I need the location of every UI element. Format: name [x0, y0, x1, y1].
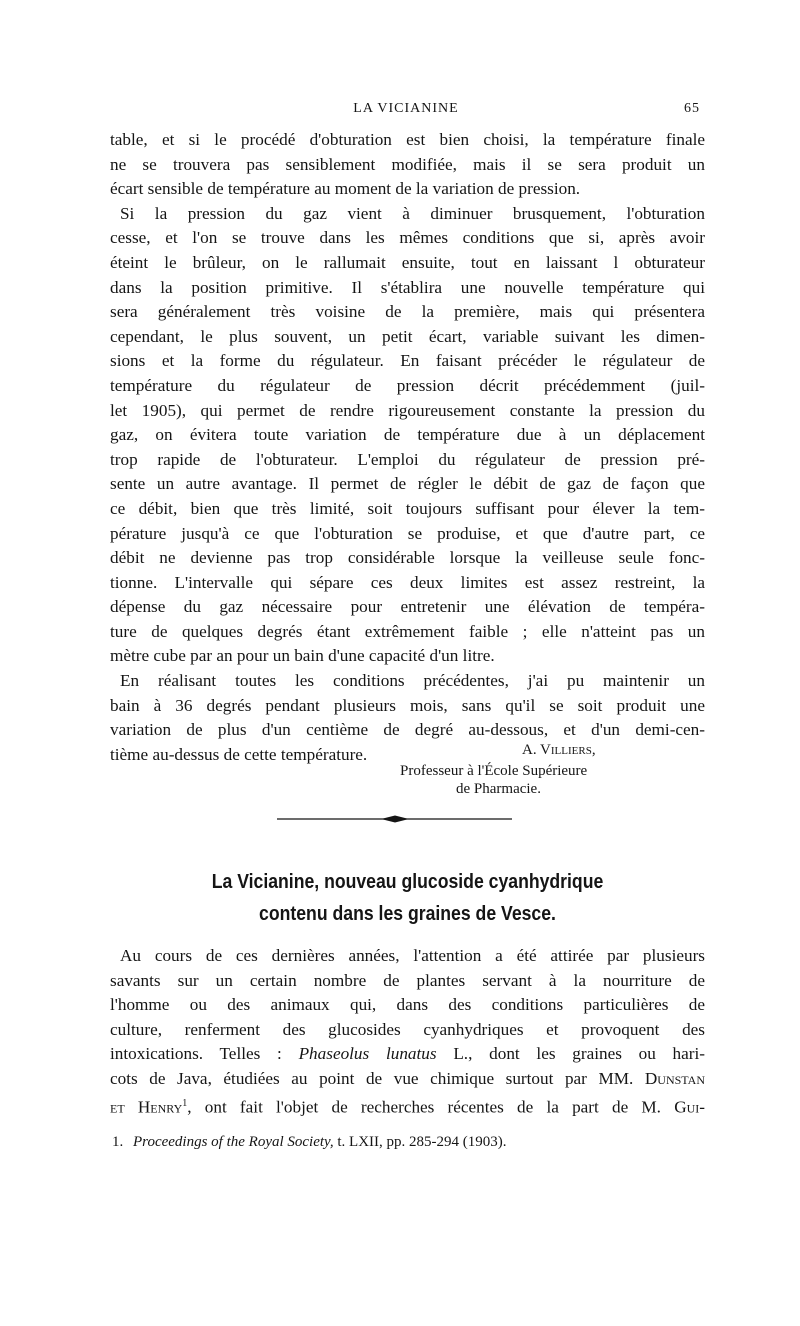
text-line: tionne. L'intervalle qui sépare ces deux limites est assez restreint, la	[110, 572, 705, 592]
footnote-marker: 1	[182, 1097, 188, 1109]
article-title	[152, 866, 664, 930]
text-line: table, et si le procédé d'obturation est bien choisi, la température finale	[110, 130, 705, 149]
text-line: Si la pression du gaz vient à diminuer brusquement, l'obturation	[120, 203, 705, 223]
text-segment: cots de Java, étudiées au point de vue chimique surtout par MM.	[110, 1068, 645, 1088]
running-title: LA VICIANINE	[353, 101, 459, 116]
text-line: sera généralement très voisine de la première, mais qui présentera	[110, 302, 705, 322]
text-line: l'homme ou des animaux qui, dans des conditions particulières de	[110, 995, 705, 1015]
text-line: ture de quelques degrés étant extrêmement faible ; elle n'atteint pas un	[110, 621, 705, 641]
text-line: mètre cube par an pour un bain d'une capacité d'un litre.	[110, 646, 495, 666]
article-title-line: La Vicianine, nouveau glucoside cyanhydrique	[211, 870, 604, 893]
text-line: débit ne devienne pas trop considérable lorsque la veilleuse seule fonc-	[110, 548, 705, 568]
text-line: trop rapide de l'obturateur. L'emploi du régulateur de pression pré-	[110, 449, 705, 469]
text-line: tième au-dessus de cette température.	[110, 744, 368, 764]
footnote-number: 1.	[112, 1134, 124, 1150]
text-line: ne se trouvera pas sensiblement modifiée, mais il se sera produit un	[110, 154, 705, 174]
text-segment: L., dont les graines ou hari-	[436, 1044, 705, 1064]
text-line: Au cours de ces dernières années, l'attention a été attirée par plusieurs	[120, 946, 705, 965]
text-line: cependant, le plus souvent, un petit écart, variable suivant les dimen-	[110, 326, 705, 346]
section-divider	[277, 814, 512, 824]
text-line: pérature jusqu'à ce que l'obturation se produise, et que d'autre part, ce	[110, 523, 705, 543]
author-name: A. Villiers,	[522, 742, 596, 758]
text-line: éteint le brûleur, on le rallumait ensuite, tout en laissant l obturateur	[110, 252, 705, 272]
paragraph-4	[110, 944, 705, 1116]
text-line: culture, renferment des glucosides cyanhydriques et provoquent des	[110, 1019, 705, 1039]
footnote-journal: Proceedings of the Royal Society,	[133, 1134, 334, 1150]
author-name-inline: et Henry	[110, 1097, 183, 1117]
author-role: de Pharmacie.	[456, 781, 541, 797]
text-segment: intoxications. Telles :	[110, 1044, 299, 1064]
paragraph-1	[110, 128, 705, 202]
author-signature	[400, 738, 730, 798]
text-line: cesse, et l'on se trouve dans les mêmes conditions que si, après avoir	[110, 228, 705, 248]
page-number: 65	[684, 101, 700, 116]
text-line: En réalisant toutes les conditions précédentes, j'ai pu maintenir un	[120, 671, 705, 691]
text-line	[110, 1067, 705, 1092]
author-role: Professeur à l'École Supérieure	[400, 763, 588, 779]
author-name-inline: Gui-	[674, 1097, 705, 1117]
text-segment: , ont fait l'objet de recherches récentes de la part de M.	[187, 1097, 675, 1117]
paragraph-2	[110, 202, 705, 669]
text-line: savants sur un certain nombre de plantes servant à la nourriture de	[110, 970, 705, 990]
footnote-reference: t. LXII, pp. 285-294 (1903).	[333, 1134, 507, 1150]
species-name: Phaseolus lunatus	[298, 1044, 437, 1064]
text-line	[110, 1092, 705, 1117]
text-line	[110, 1042, 705, 1067]
text-line: écart sensible de température au moment de la variation de pression.	[110, 179, 581, 199]
text-line: bain à 36 degrés pendant plusieurs mois, sans qu'il se soit produit une	[110, 695, 705, 715]
running-header	[112, 101, 700, 121]
text-line: dépense du gaz nécessaire pour entretenir une élévation de tempéra-	[110, 597, 705, 617]
text-line: let 1905), qui permet de rendre rigoureusement constante la pression du	[110, 400, 705, 420]
text-line: gaz, on évitera toute variation de température due à un déplacement	[110, 425, 705, 445]
author-name-inline: Dunstan	[644, 1068, 705, 1088]
text-line: dans la position primitive. Il s'établira une nouvelle température qui	[110, 277, 705, 297]
text-line: température du régulateur de pression décrit précédemment (juil-	[110, 375, 705, 395]
text-line: ce débit, bien que très limité, soit toujours suffisant pour élever la tem-	[110, 498, 705, 518]
text-line: variation de plus d'un centième de degré au-dessous, et d'un demi-cen-	[110, 720, 705, 740]
text-line: sente un autre avantage. Il permet de régler le débit de gaz de façon que	[110, 474, 705, 494]
article-title-line: contenu dans les graines de Vesce.	[259, 902, 556, 925]
text-line: sions et la forme du régulateur. En faisant précéder le régulateur de	[110, 351, 705, 371]
footnote	[112, 1134, 507, 1151]
